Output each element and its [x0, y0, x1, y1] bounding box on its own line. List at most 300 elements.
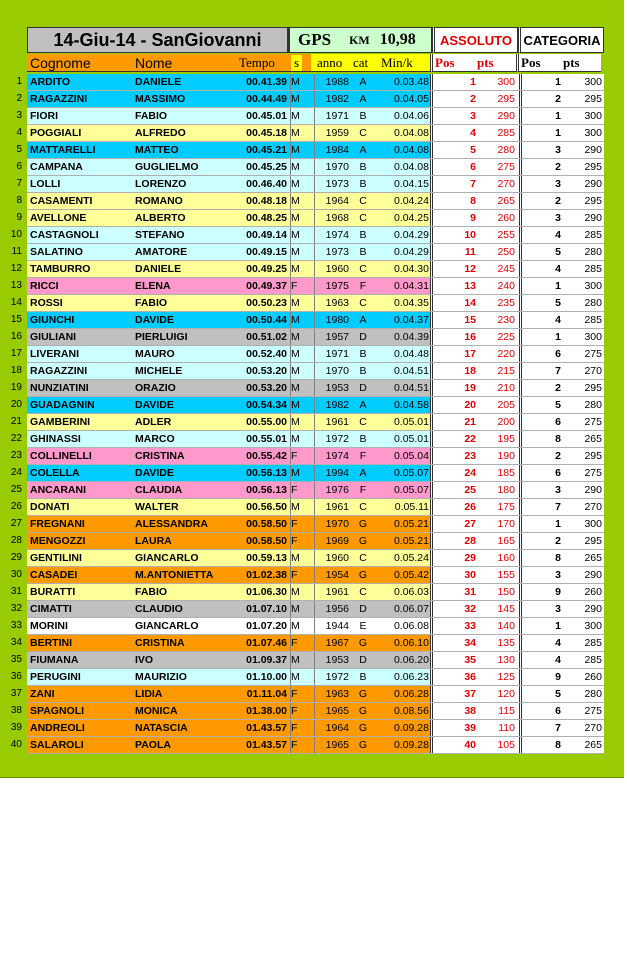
tempo-cell: 01.02.38	[246, 569, 287, 581]
cell-divider	[314, 261, 315, 277]
pts-cell: 110	[498, 722, 515, 734]
table-row	[0, 176, 604, 193]
assoluto-heading: ASSOLUTO	[432, 27, 518, 53]
row-band	[27, 482, 604, 499]
table-row	[0, 737, 604, 754]
cognome-cell: LIVERANI	[30, 348, 80, 360]
anno-cell: 1974	[325, 450, 349, 462]
row-number: 8	[16, 195, 22, 206]
row-main	[27, 635, 430, 651]
anno-cell: 1964	[325, 722, 349, 734]
row-main	[27, 91, 430, 107]
cat-pos-cell: 7	[555, 501, 561, 513]
pts-cell: 210	[497, 382, 515, 394]
cat-pos-cell: 1	[555, 280, 561, 292]
cat-cell: B	[359, 365, 367, 377]
row-assoluto	[430, 125, 519, 141]
cat-pts-cell: 300	[584, 620, 602, 632]
results-table	[0, 74, 604, 754]
row-main	[27, 108, 430, 124]
pos-cell: 38	[464, 705, 476, 717]
cell-divider	[314, 329, 315, 345]
row-number: 15	[10, 314, 22, 325]
cell-divider	[314, 193, 315, 209]
row-categoria	[519, 329, 604, 345]
cognome-cell: PERUGINI	[30, 671, 81, 683]
table-row	[0, 227, 604, 244]
anno-cell: 1969	[325, 535, 349, 547]
mink-cell: 0.05.21	[393, 535, 429, 547]
cognome-cell: RAGAZZINI	[30, 365, 88, 377]
cell-divider	[314, 601, 315, 617]
nome-cell: LORENZO	[135, 178, 187, 190]
nome-cell: DAVIDE	[135, 467, 174, 479]
anno-cell: 1973	[325, 178, 349, 190]
cat-cell: C	[359, 263, 367, 275]
cat-cell: C	[359, 195, 367, 207]
row-number: 2	[16, 93, 22, 104]
row-number: 4	[16, 127, 22, 138]
cat-cell: B	[359, 161, 367, 173]
header-pts: pts	[477, 54, 494, 70]
cell-divider	[314, 397, 315, 413]
cognome-cell: RAGAZZINI	[30, 93, 88, 105]
cat-cell: D	[359, 331, 367, 343]
row-main	[27, 227, 430, 243]
row-band	[27, 363, 604, 380]
row-categoria	[519, 703, 604, 719]
nome-cell: LAURA	[135, 535, 172, 547]
nome-cell: CLAUDIO	[135, 603, 183, 615]
cognome-cell: BERTINI	[30, 637, 72, 649]
tempo-cell: 01.11.04	[246, 688, 287, 700]
cell-divider	[314, 295, 315, 311]
nome-cell: DAVIDE	[135, 314, 174, 326]
row-band	[27, 414, 604, 431]
row-band	[27, 516, 604, 533]
cat-pts-cell: 290	[584, 144, 602, 156]
mink-cell: 0.05.11	[394, 501, 429, 513]
row-assoluto	[430, 363, 519, 379]
row-categoria	[519, 227, 604, 243]
row-main	[27, 278, 430, 294]
cat-pos-cell: 4	[555, 263, 561, 275]
cat-pts-cell: 300	[584, 127, 602, 139]
cognome-cell: CASAMENTI	[30, 195, 93, 207]
row-number: 35	[10, 654, 22, 665]
cat-pos-cell: 1	[555, 518, 561, 530]
mink-cell: 0.04.29	[393, 229, 429, 241]
anno-cell: 1960	[325, 552, 349, 564]
mink-cell: 0.04.29	[393, 246, 429, 258]
cat-cell: C	[359, 552, 367, 564]
tempo-cell: 00.55.00	[246, 416, 287, 428]
row-number: 19	[10, 382, 22, 393]
cat-cell: C	[359, 416, 367, 428]
mink-cell: 0.04.06	[393, 110, 429, 122]
row-band	[27, 397, 604, 414]
table-row	[0, 601, 604, 618]
cat-pts-cell: 280	[584, 297, 602, 309]
row-main	[27, 686, 430, 702]
pts-cell: 280	[497, 144, 515, 156]
pts-cell: 165	[497, 535, 515, 547]
header-nome: Nome	[135, 54, 173, 71]
anno-cell: 1973	[325, 246, 349, 258]
sesso-cell: F	[291, 569, 298, 581]
cognome-cell: SALAROLI	[30, 739, 84, 751]
nome-cell: ORAZIO	[135, 382, 176, 394]
tempo-cell: 00.56.50	[246, 501, 287, 513]
cat-cell: C	[359, 586, 367, 598]
anno-cell: 1953	[325, 654, 349, 666]
cognome-cell: TAMBURRO	[30, 263, 91, 275]
table-row	[0, 74, 604, 91]
cat-pos-cell: 6	[555, 348, 561, 360]
tempo-cell: 01.38.00	[246, 705, 287, 717]
row-main	[27, 737, 430, 753]
row-number: 11	[11, 246, 22, 257]
row-number: 12	[10, 263, 22, 274]
nome-cell: DANIELE	[135, 76, 182, 88]
tempo-cell: 00.41.39	[246, 76, 287, 88]
pts-cell: 265	[497, 195, 515, 207]
row-assoluto	[430, 176, 519, 192]
sesso-cell: F	[291, 637, 298, 649]
cat-pos-cell: 4	[555, 314, 561, 326]
row-band	[27, 193, 604, 210]
cell-divider	[314, 584, 315, 600]
nome-cell: GIANCARLO	[135, 552, 199, 564]
table-row	[0, 142, 604, 159]
row-band	[27, 737, 604, 754]
cognome-cell: ROSSI	[30, 297, 63, 309]
row-number: 34	[10, 637, 22, 648]
cat-pos-cell: 7	[555, 365, 561, 377]
mink-cell: 0.06.28	[393, 688, 429, 700]
cognome-cell: GHINASSI	[30, 433, 81, 445]
cognome-cell: CAMPANA	[30, 161, 83, 173]
cognome-cell: FIUMANA	[30, 654, 79, 666]
row-number: 38	[10, 705, 22, 716]
pos-cell: 26	[464, 501, 476, 513]
pts-cell: 300	[497, 76, 515, 88]
cell-divider	[314, 91, 315, 107]
cognome-cell: RICCI	[30, 280, 59, 292]
row-main	[27, 193, 430, 209]
cat-cell: C	[359, 297, 367, 309]
sesso-cell: M	[291, 416, 300, 428]
table-row	[0, 533, 604, 550]
row-assoluto	[430, 346, 519, 362]
sesso-cell: F	[291, 535, 298, 547]
table-row	[0, 482, 604, 499]
row-number: 5	[16, 144, 22, 155]
cat-cell: A	[359, 144, 367, 156]
row-assoluto	[430, 533, 519, 549]
nome-cell: MATTEO	[135, 144, 179, 156]
cat-pos-cell: 9	[555, 586, 561, 598]
table-row	[0, 414, 604, 431]
cat-pts-cell: 265	[584, 739, 602, 751]
race-title: 14-Giu-14 - SanGiovanni	[27, 27, 287, 53]
tempo-cell: 00.54.34	[246, 399, 287, 411]
mink-cell: 0.06.20	[393, 654, 429, 666]
pts-cell: 200	[497, 416, 515, 428]
nome-cell: FABIO	[135, 586, 168, 598]
cat-pts-cell: 295	[584, 450, 602, 462]
pts-cell: 185	[497, 467, 515, 479]
pts-cell: 130	[497, 654, 515, 666]
cell-divider	[314, 448, 315, 464]
cell-divider	[314, 618, 315, 634]
cell-divider	[314, 159, 315, 175]
row-categoria	[519, 74, 604, 90]
mink-cell: 0.08.56	[393, 705, 429, 717]
pos-cell: 30	[464, 569, 476, 581]
nome-cell: IVO	[135, 654, 154, 666]
cat-pos-cell: 4	[555, 654, 561, 666]
cell-divider	[314, 499, 315, 515]
row-categoria	[519, 159, 604, 175]
cell-divider	[314, 278, 315, 294]
cat-pts-cell: 290	[584, 569, 602, 581]
cat-cell: B	[359, 178, 367, 190]
mink-cell: 0.04.05	[393, 93, 429, 105]
cat-pts-cell: 300	[584, 280, 602, 292]
cognome-cell: LOLLI	[30, 178, 61, 190]
pts-cell: 295	[497, 93, 515, 105]
pos-cell: 11	[464, 246, 476, 258]
table-row	[0, 499, 604, 516]
nome-cell: ELENA	[135, 280, 171, 292]
mink-cell: 0.09.28	[393, 722, 429, 734]
anno-cell: 1972	[325, 433, 349, 445]
row-assoluto	[430, 380, 519, 396]
pts-cell: 270	[497, 178, 515, 190]
row-categoria	[519, 669, 604, 685]
cell-divider	[314, 516, 315, 532]
anno-cell: 1954	[325, 569, 349, 581]
cat-pts-cell: 295	[584, 535, 602, 547]
row-categoria	[519, 261, 604, 277]
row-assoluto	[430, 227, 519, 243]
row-categoria	[519, 431, 604, 447]
pts-cell: 180	[497, 484, 515, 496]
sesso-cell: M	[291, 161, 300, 173]
nome-cell: CLAUDIA	[135, 484, 183, 496]
tempo-cell: 00.49.37	[246, 280, 287, 292]
row-main	[27, 601, 430, 617]
row-band	[27, 669, 604, 686]
pos-cell: 19	[464, 382, 476, 394]
row-band	[27, 584, 604, 601]
cat-pos-cell: 1	[555, 110, 561, 122]
row-assoluto	[430, 686, 519, 702]
nome-cell: DAVIDE	[135, 399, 174, 411]
nome-cell: ADLER	[135, 416, 172, 428]
sesso-cell: F	[291, 705, 298, 717]
row-band	[27, 635, 604, 652]
pos-cell: 8	[470, 195, 476, 207]
row-categoria	[519, 516, 604, 532]
pts-cell: 205	[497, 399, 515, 411]
cell-divider	[314, 363, 315, 379]
row-main	[27, 550, 430, 566]
row-categoria	[519, 737, 604, 753]
row-band	[27, 227, 604, 244]
cat-cell: A	[359, 314, 367, 326]
cat-cell: C	[359, 127, 367, 139]
row-main	[27, 499, 430, 515]
row-main	[27, 312, 430, 328]
cognome-cell: AVELLONE	[30, 212, 87, 224]
row-number: 7	[16, 178, 22, 189]
sesso-cell: M	[291, 433, 300, 445]
row-assoluto	[430, 329, 519, 345]
row-main	[27, 533, 430, 549]
mink-cell: 0.05.42	[393, 569, 429, 581]
pos-cell: 22	[464, 433, 476, 445]
tempo-cell: 00.55.01	[246, 433, 287, 445]
pos-cell: 25	[464, 484, 476, 496]
cognome-cell: ANCARANI	[30, 484, 86, 496]
tempo-cell: 00.48.18	[246, 195, 287, 207]
row-band	[27, 210, 604, 227]
sesso-cell: F	[291, 280, 298, 292]
mink-cell: 0.04.31	[393, 280, 429, 292]
anno-cell: 1956	[325, 603, 349, 615]
cat-pos-cell: 6	[555, 416, 561, 428]
cognome-cell: NUNZIATINI	[30, 382, 89, 394]
anno-cell: 1961	[325, 586, 349, 598]
anno-cell: 1982	[325, 93, 349, 105]
pos-cell: 28	[464, 535, 476, 547]
pos-cell: 29	[464, 552, 476, 564]
sesso-cell: M	[291, 467, 300, 479]
row-band	[27, 74, 604, 91]
tempo-cell: 00.44.49	[246, 93, 287, 105]
row-assoluto	[430, 516, 519, 532]
table-row	[0, 618, 604, 635]
row-main	[27, 652, 430, 668]
cat-cell: G	[358, 722, 368, 734]
anno-cell: 1988	[325, 76, 349, 88]
header-cat-pos: Pos	[521, 54, 541, 70]
mink-cell: 0.04.37	[393, 314, 429, 326]
row-number: 40	[10, 739, 22, 750]
pos-cell: 21	[464, 416, 476, 428]
table-row	[0, 550, 604, 567]
sesso-cell: M	[291, 178, 300, 190]
row-number: 29	[10, 552, 22, 563]
row-assoluto	[430, 618, 519, 634]
tempo-cell: 00.58.50	[246, 535, 287, 547]
nome-cell: NATASCIA	[135, 722, 188, 734]
row-main	[27, 159, 430, 175]
cat-pos-cell: 4	[555, 229, 561, 241]
title-bar	[27, 27, 604, 53]
row-categoria	[519, 465, 604, 481]
cell-divider	[314, 142, 315, 158]
row-band	[27, 465, 604, 482]
row-number: 33	[10, 620, 22, 631]
tempo-cell: 01.43.57	[246, 722, 287, 734]
tempo-cell: 00.53.20	[246, 382, 287, 394]
anno-cell: 1972	[325, 671, 349, 683]
tempo-cell: 00.56.13	[246, 467, 287, 479]
row-categoria	[519, 652, 604, 668]
nome-cell: FABIO	[135, 297, 168, 309]
mink-cell: 0.04.30	[393, 263, 429, 275]
sesso-cell: M	[291, 620, 300, 632]
sesso-cell: M	[291, 144, 300, 156]
anno-cell: 1984	[325, 144, 349, 156]
cat-pts-cell: 270	[584, 501, 602, 513]
anno-cell: 1975	[325, 280, 349, 292]
pts-cell: 155	[497, 569, 515, 581]
cat-pos-cell: 3	[555, 144, 561, 156]
row-band	[27, 533, 604, 550]
cat-cell: B	[359, 246, 367, 258]
row-number: 28	[10, 535, 22, 546]
row-categoria	[519, 635, 604, 651]
anno-cell: 1961	[325, 416, 349, 428]
sesso-cell: M	[291, 501, 300, 513]
row-assoluto	[430, 482, 519, 498]
pos-cell: 39	[464, 722, 476, 734]
row-main	[27, 720, 430, 736]
row-number: 16	[10, 331, 22, 342]
sesso-cell: M	[291, 671, 300, 683]
cat-pts-cell: 300	[584, 518, 602, 530]
km-label: KM	[349, 32, 370, 47]
cat-pos-cell: 9	[555, 671, 561, 683]
cell-divider	[314, 720, 315, 736]
mink-cell: 0.04.08	[393, 144, 429, 156]
row-band	[27, 176, 604, 193]
table-row	[0, 295, 604, 312]
sesso-cell: M	[291, 348, 300, 360]
row-band	[27, 91, 604, 108]
tempo-cell: 00.49.14	[246, 229, 287, 241]
cat-pts-cell: 290	[584, 603, 602, 615]
cognome-cell: SPAGNOLI	[30, 705, 85, 717]
row-band	[27, 346, 604, 363]
mink-cell: 0.05.01	[393, 433, 429, 445]
cell-divider	[314, 669, 315, 685]
pts-cell: 105	[497, 739, 515, 751]
sesso-cell: F	[291, 450, 298, 462]
cat-pos-cell: 8	[555, 739, 561, 751]
cat-pos-cell: 5	[555, 399, 561, 411]
sesso-cell: M	[291, 110, 300, 122]
row-assoluto	[430, 91, 519, 107]
nome-cell: ALFREDO	[135, 127, 186, 139]
cat-cell: C	[359, 212, 367, 224]
sesso-cell: F	[291, 484, 298, 496]
pts-cell: 160	[497, 552, 515, 564]
row-assoluto	[430, 244, 519, 260]
row-band	[27, 244, 604, 261]
table-row	[0, 244, 604, 261]
cat-cell: F	[359, 280, 367, 292]
row-categoria	[519, 176, 604, 192]
cell-divider	[314, 346, 315, 362]
table-row	[0, 278, 604, 295]
cat-pos-cell: 2	[555, 535, 561, 547]
row-assoluto	[430, 720, 519, 736]
